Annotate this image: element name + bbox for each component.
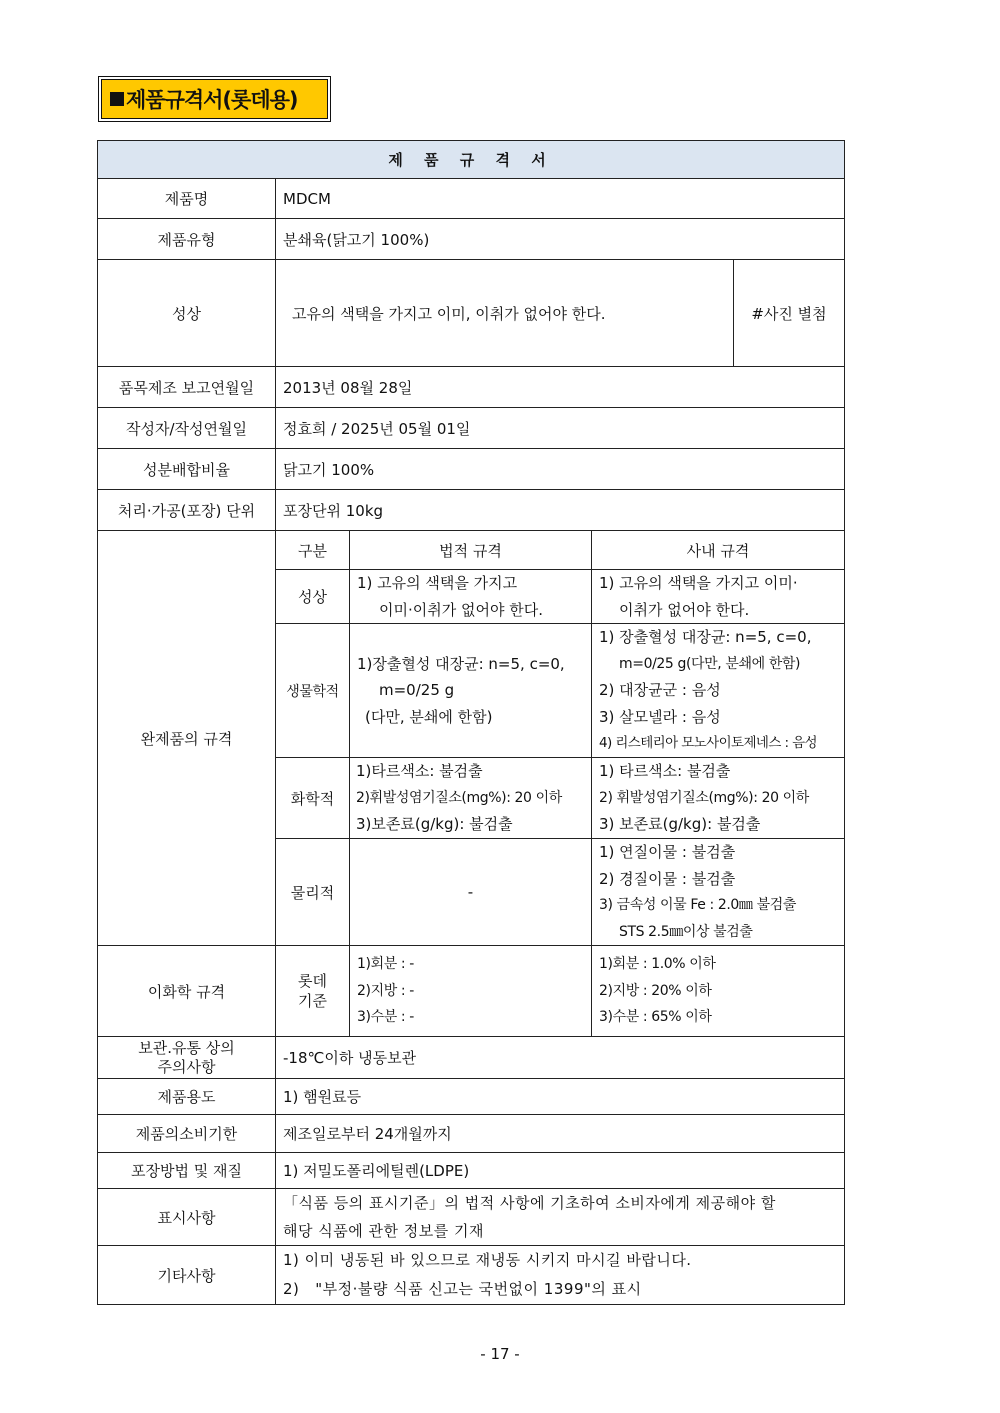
value-labeling — [276, 1189, 845, 1246]
internal-chem-line-1: 1) 타르색소: 불검출 — [599, 762, 731, 781]
legal-appearance — [350, 570, 592, 624]
label-appearance: 성상 — [98, 260, 276, 367]
internal-micro-line-2: m=0/25 g(다만, 분쇄에 한함) — [619, 655, 801, 672]
internal-phys-line-2: 2) 경질이물 : 불검출 — [599, 869, 736, 888]
label-labeling: 표시사항 — [98, 1189, 276, 1246]
internal-chem-line-3: 3) 보존료(g/kg): 불검출 — [599, 815, 761, 834]
internal-micro — [592, 624, 845, 758]
category-lotte-line-1: 롯데 — [298, 972, 327, 990]
table-title: 제 품 규 격 서 — [98, 141, 845, 179]
labeling-line-2: 해당 식품에 관한 정보를 기재 — [283, 1222, 484, 1240]
legal-chem-line-2: 2)휘발성염기질소(mg%): 20 이하 — [356, 789, 562, 806]
category-lotte — [276, 946, 350, 1037]
value-usage: 1) 햄원료등 — [276, 1079, 845, 1115]
internal-appearance-line-1: 1) 고유의 색택을 가지고 이미· — [599, 574, 798, 592]
spec-table — [97, 140, 845, 1305]
legal-physchem-line-2: 2)지방 : - — [357, 982, 414, 999]
page-number: - 17 - — [480, 1345, 520, 1363]
value-others — [276, 1246, 845, 1305]
label-author: 작성자/작성연월일 — [98, 408, 276, 449]
internal-micro-line-1: 1) 장출혈성 대장균: n=5, c=0, — [599, 628, 812, 647]
legal-chem — [350, 758, 592, 839]
legal-physchem — [350, 946, 592, 1037]
legal-micro-line-1: 1)장출혈성 대장균: n=5, c=0, — [357, 654, 565, 673]
legal-appearance-line-1: 1) 고유의 색택을 가지고 — [357, 574, 518, 592]
category-lotte-line-2: 기준 — [298, 992, 327, 1010]
label-product-type: 제품유형 — [98, 219, 276, 260]
category-phys: 물리적 — [276, 839, 350, 946]
internal-physchem-line-2: 2)지방 : 20% 이하 — [599, 982, 712, 999]
label-storage-line-1: 보관.유통 상의 — [138, 1038, 235, 1057]
title-badge — [98, 76, 331, 122]
header-legal: 법적 규격 — [350, 531, 592, 570]
label-others: 기타사항 — [98, 1246, 276, 1305]
internal-phys-line-4: STS 2.5㎜이상 불검출 — [619, 923, 753, 940]
value-author: 정효희 / 2025년 05월 01일 — [276, 408, 845, 449]
badge-title: 제품규격서(롯데용) — [126, 88, 298, 112]
legal-phys: - — [350, 839, 592, 946]
label-unit: 처리·가공(포장) 단위 — [98, 490, 276, 531]
label-storage-line-2: 주의사항 — [157, 1057, 216, 1076]
label-physchem: 이화학 규격 — [98, 946, 276, 1037]
internal-phys-line-1: 1) 연질이물 : 불검출 — [599, 843, 736, 861]
legal-micro-line-3: (다만, 분쇄에 한함) — [365, 707, 493, 726]
internal-phys-line-3: 3) 금속성 이물 Fe : 2.0㎜ 불검출 — [599, 897, 796, 913]
legal-physchem-line-1: 1)회분 : - — [357, 956, 414, 973]
photo-note: #사진 별첨 — [734, 260, 845, 367]
label-storage — [98, 1037, 276, 1079]
value-storage: -18℃이하 냉동보관 — [276, 1037, 845, 1079]
internal-physchem-line-3: 3)수분 : 65% 이하 — [599, 1009, 712, 1026]
value-shelf-life: 제조일로부터 24개월까지 — [276, 1115, 845, 1153]
internal-appearance-line-2: 이취가 없어야 한다. — [619, 600, 750, 619]
header-category: 구분 — [276, 531, 350, 570]
square-bullet-icon — [110, 92, 124, 106]
value-composition: 닭고기 100% — [276, 449, 845, 490]
others-line-1: 1) 이미 냉동된 바 있으므로 재냉동 시키지 마시길 바랍니다. — [283, 1251, 692, 1269]
internal-physchem-line-1: 1)회분 : 1.0% 이하 — [599, 956, 716, 973]
label-report-date: 품목제조 보고연월일 — [98, 367, 276, 408]
category-chem: 화학적 — [276, 758, 350, 839]
label-finished-spec: 완제품의 규격 — [98, 531, 276, 946]
legal-micro-line-2: m=0/25 g — [379, 681, 455, 700]
legal-chem-line-1: 1)타르색소: 불검출 — [356, 762, 483, 781]
others-line-2: 2) "부정·불량 식품 신고는 국번없이 1399"의 표시 — [283, 1280, 642, 1298]
value-report-date: 2013년 08월 28일 — [276, 367, 845, 408]
value-unit: 포장단위 10kg — [276, 490, 845, 531]
value-packaging: 1) 저밀도폴리에틸렌(LDPE) — [276, 1153, 845, 1189]
label-packaging: 포장방법 및 재질 — [98, 1153, 276, 1189]
labeling-line-1: 「식품 등의 표시기준」의 법적 사항에 기초하여 소비자에게 제공해야 할 — [283, 1194, 776, 1212]
legal-appearance-line-2: 이미·이취가 없어야 한다. — [379, 600, 543, 619]
header-internal: 사내 규격 — [592, 531, 845, 570]
internal-phys — [592, 839, 845, 946]
label-usage: 제품용도 — [98, 1079, 276, 1115]
title-badge-inner — [101, 79, 328, 119]
category-appearance: 성상 — [276, 570, 350, 624]
value-product-type: 분쇄육(닭고기 100%) — [276, 219, 845, 260]
internal-micro-line-5: 4) 리스테리아 모노사이토제네스 : 음성 — [599, 735, 817, 752]
internal-chem-line-2: 2) 휘발성염기질소(mg%): 20 이하 — [599, 789, 809, 806]
internal-chem — [592, 758, 845, 839]
internal-physchem — [592, 946, 845, 1037]
label-product-name: 제품명 — [98, 179, 276, 219]
category-micro: 생물학적 — [276, 624, 350, 758]
internal-appearance — [592, 570, 845, 624]
legal-micro — [350, 624, 592, 758]
legal-chem-line-3: 3)보존료(g/kg): 불검출 — [356, 815, 513, 834]
label-shelf-life: 제품의소비기한 — [98, 1115, 276, 1153]
value-appearance: 고유의 색택을 가지고 이미, 이취가 없어야 한다. — [276, 260, 734, 367]
value-product-name: MDCM — [276, 179, 845, 219]
legal-physchem-line-3: 3)수분 : - — [357, 1009, 414, 1026]
internal-micro-line-3: 2) 대장균군 : 음성 — [599, 681, 721, 700]
label-composition: 성분배합비율 — [98, 449, 276, 490]
internal-micro-line-4: 3) 살모넬라 : 음성 — [599, 707, 721, 726]
